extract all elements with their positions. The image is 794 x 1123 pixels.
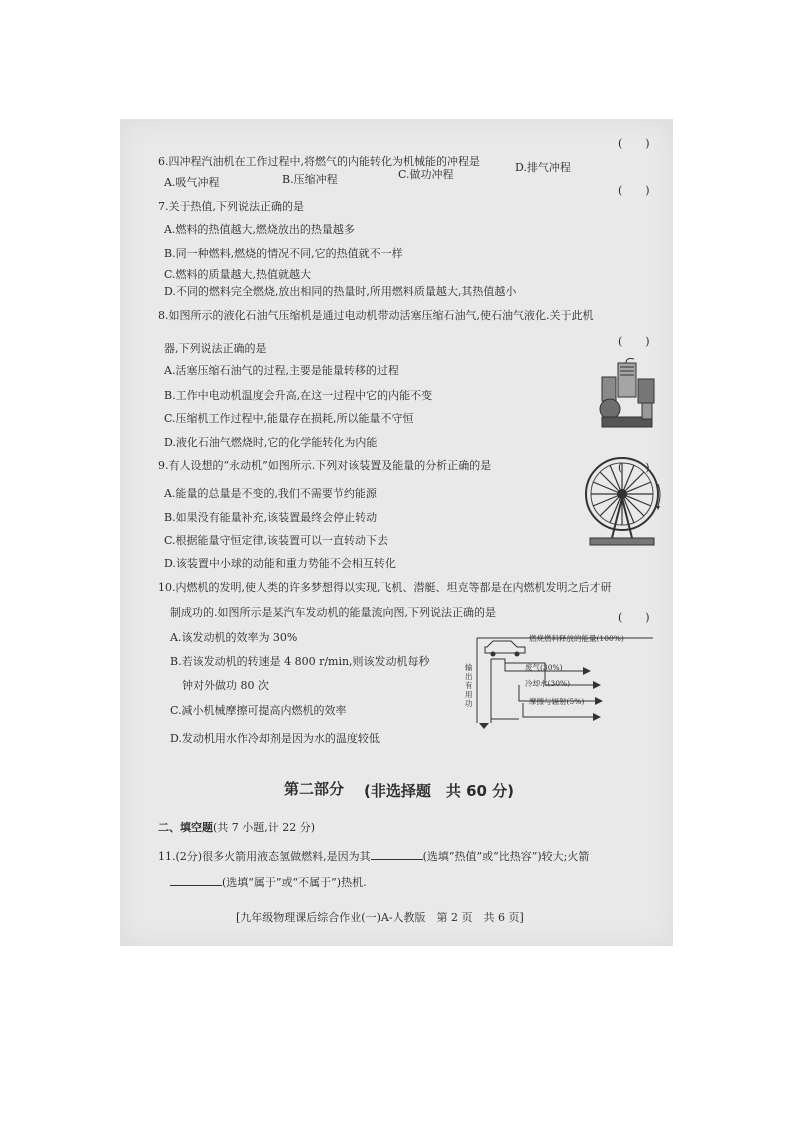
- lpg-compressor-figure: [598, 355, 658, 433]
- q7-option-c: C.燃料的质量越大,热值就越大: [164, 268, 312, 281]
- q8-option-d: D.液化石油气燃烧时,它的化学能转化为内能: [164, 436, 378, 449]
- q10-option-c: C.减小机械摩擦可提高内燃机的效率: [170, 704, 347, 717]
- section2-note: (共 7 小题,计 22 分): [213, 821, 316, 834]
- flow-exhaust-label: 废气(30%): [525, 663, 563, 672]
- q8-option-b: B.工作中电动机温度会升高,在这一过程中它的内能不变: [164, 389, 433, 402]
- q10-stem-line1: 10.内燃机的发明,使人类的许多梦想得以实现,飞机、潜艇、坦克等都是在内燃机发明之后才研: [158, 581, 612, 594]
- q8-option-c: C.压缩机工作过程中,能量存在损耗,所以能量不守恒: [164, 412, 414, 425]
- q10-answer-bracket: ( ): [618, 611, 656, 624]
- q9-option-b: B.如果没有能量补充,该装置最终会停止转动: [164, 511, 378, 524]
- exam-page: [120, 119, 673, 946]
- q10-option-b-line1: B.若该发动机的转速是 4 800 r/min,则该发动机每秒: [170, 655, 430, 668]
- part2-title: 第二部分: [284, 780, 345, 798]
- q7-option-a: A.燃料的热值越大,燃烧放出的热量越多: [164, 223, 355, 236]
- q11-line1-pre: 11.(2分)很多火箭用液态氢做燃料,是因为其: [158, 850, 371, 863]
- q9-answer-bracket: ( ): [618, 461, 656, 474]
- q11-line2-post: (选填“属于”或“不属于”)热机.: [222, 876, 367, 889]
- q8-option-a: A.活塞压缩石油气的过程,主要是能量转移的过程: [164, 364, 399, 377]
- flow-coolant-label: 冷却水(30%): [525, 679, 571, 688]
- q11-line1: [158, 849, 589, 864]
- perpetual-motion-wheel-figure: [582, 454, 664, 550]
- q9-option-a: A.能量的总量是不变的,我们不需要节约能源: [164, 487, 377, 500]
- q9-option-d: D.该装置中小球的动能和重力势能不会相互转化: [164, 557, 396, 570]
- q11-blank-2[interactable]: [170, 875, 222, 886]
- q6-option-c: C.做功冲程: [398, 168, 454, 181]
- q9-option-c: C.根据能量守恒定律,该装置可以一直转动下去: [164, 534, 389, 547]
- q7-option-d: D.不同的燃料完全燃烧,放出相同的热量时,所用燃料质量越大,其热值越小: [164, 285, 517, 298]
- flow-total-label: 燃烧燃料释放的能量(100%): [529, 634, 624, 643]
- q10-option-d: D.发动机用水作冷却剂是因为水的温度较低: [170, 732, 380, 745]
- q9-stem: 9.有人设想的“永动机”如图所示.下列对该装置及能量的分析正确的是: [158, 459, 492, 472]
- flow-friction-label: 摩擦与辐射(5%): [529, 697, 585, 706]
- q8-stem-line1: 8.如图所示的液化石油气压缩机是通过电动机带动活塞压缩石油气,使石油气液化.关于此机: [158, 309, 594, 322]
- section2-heading-label: 二、填空题: [158, 821, 213, 834]
- q6-option-d: D.排气冲程: [515, 161, 571, 174]
- q8-answer-bracket: ( ): [618, 335, 656, 348]
- q6-answer-bracket: ( ): [618, 137, 656, 150]
- section2-heading: [158, 821, 315, 835]
- q11-blank-1[interactable]: [371, 849, 423, 860]
- page-footer: [九年级物理课后综合作业(一)A-人教版 第 2 页 共 6 页]: [236, 911, 524, 924]
- q11-line2: [170, 875, 367, 890]
- q10-option-a: A.该发动机的效率为 30%: [170, 631, 298, 644]
- q7-answer-bracket: ( ): [618, 184, 656, 197]
- q6-option-b: B.压缩冲程: [282, 173, 338, 186]
- q11-line1-mid: (选填“热值”或“比热容”)较大;火箭: [422, 850, 590, 863]
- q8-stem-line2: 器,下列说法正确的是: [164, 342, 267, 355]
- q10-option-b-line2: 钟对外做功 80 次: [182, 679, 269, 692]
- flow-output-label: 输出有用功: [465, 663, 473, 708]
- q6-stem: 6.四冲程汽油机在工作过程中,将燃气的内能转化为机械能的冲程是: [158, 155, 480, 168]
- part2-subtitle: (非选择题 共 60 分): [364, 782, 515, 800]
- energy-flow-diagram: [465, 635, 663, 729]
- q7-option-b: B.同一种燃料,燃烧的情况不同,它的热值就不一样: [164, 247, 403, 260]
- q7-stem: 7.关于热值,下列说法正确的是: [158, 200, 304, 213]
- q6-option-a: A.吸气冲程: [164, 176, 220, 189]
- q10-stem-line2: 制成功的.如图所示是某汽车发动机的能量流向图,下列说法正确的是: [170, 606, 496, 619]
